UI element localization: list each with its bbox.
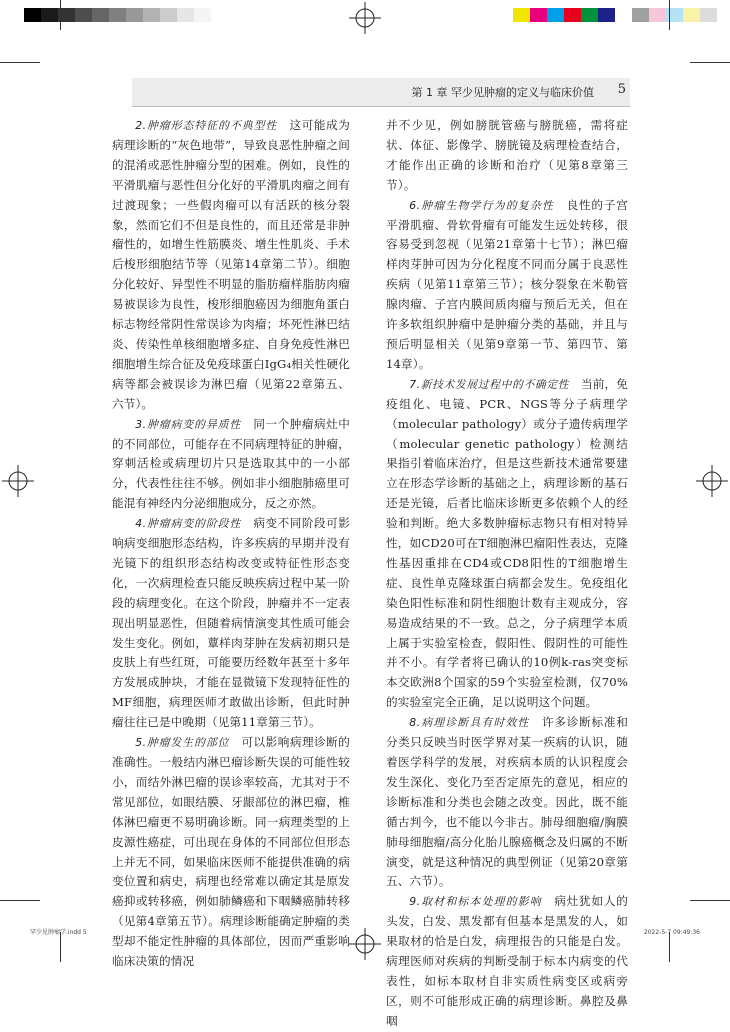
paragraph: [112, 733, 350, 972]
gray-swatch: [109, 8, 126, 22]
paragraph: [112, 116, 350, 415]
paragraph: [386, 196, 628, 375]
gray-swatch: [194, 8, 211, 22]
paragraph-heading: 7.新技术发展过程中的不确定性: [409, 377, 570, 391]
paragraph-heading: 5.肿瘤发生的部位: [135, 736, 230, 750]
color-swatch: [513, 8, 530, 22]
crop-mark: [0, 900, 40, 901]
registration-mark-right: [696, 465, 728, 497]
left-text-column: [112, 116, 350, 972]
color-swatch: [700, 8, 717, 22]
paragraph-text: 病变不同阶段可影响病变细胞形态结构，许多疾病的早期并没有光镜下的组织形态结构改变或特征性形态变化，一次病理检查只能反映疾病过程中某一阶段的病理变化。在这个阶段，肿瘤并不一定表现出明显恶性，但随着病情演变其性质可能会发生变化。例如，蕈样肉芽肿在发病初期只是皮肤上有些红斑，可能要历经数年甚至十多年方发展成肿块，才能在显微镜下发现特征性的MF细胞，病理医师才敢做出诊断，但此时肿瘤往往已是中晚期（见第11章第三节）。: [112, 516, 350, 730]
crop-mark: [669, 0, 670, 30]
paragraph: [386, 375, 628, 713]
color-swatch: [547, 8, 564, 22]
footer-file-name: 罕少见肿瘤学.indd 5: [30, 929, 87, 936]
gray-swatch: [177, 8, 194, 22]
running-header: [132, 78, 630, 107]
color-calibration-bar: [513, 8, 717, 22]
crop-mark: [690, 900, 730, 901]
paragraph-text: 病灶犹如人的头发，白发、黑发都有但基本是黑发的人，如果取材的恰是白发，病理报告的只能是白发。病理医师对疾病的判断受制于标本内病变的代表性，如标本取材自非实质性病变区或病旁区，则不可能形成正确的病理诊断。鼻腔及鼻咽: [386, 894, 628, 1028]
paragraph-continued: [386, 116, 628, 196]
paragraph-heading: 6.肿瘤生物学行为的复杂性: [409, 198, 555, 212]
color-swatch: [564, 8, 581, 22]
gray-swatch: [75, 8, 92, 22]
footer-timestamp: 2022-5-7 09:49:36: [643, 929, 700, 936]
gray-swatch: [160, 8, 177, 22]
paragraph-text: 可以影响病理诊断的准确性。一般结内淋巴瘤诊断失误的可能性较小，而结外淋巴瘤的误诊率较高，尤其对于不常见部位，如眼结膜、牙龈部位的淋巴瘤，椎体淋巴瘤更不易明确诊断。同一病理类型的上皮源性癌症，可出现在身体的不同部位但形态上并无不同，如果临床医师不能提供准确的病变位置和病史，病理也经常难以确定其是原发癌抑或转移癌，例如肺鳞癌和下咽鳞癌肺转移（见第4章第五节）。病理诊断能确定肿瘤的类型却不能定性肿瘤的具体部位，因而严重影响临床决策的情况: [112, 735, 350, 969]
grayscale-calibration-bar: [24, 8, 228, 22]
gray-swatch: [92, 8, 109, 22]
right-text-column: [386, 116, 628, 1032]
paragraph: [386, 892, 628, 1031]
chapter-title: 第 1 章 罕少见肿瘤的定义与临床价值: [411, 86, 594, 99]
paragraph: [112, 415, 350, 515]
color-swatch: [615, 8, 632, 22]
color-swatch: [581, 8, 598, 22]
crop-mark: [60, 932, 61, 962]
page-number: 5: [617, 82, 626, 97]
gray-swatch: [143, 8, 160, 22]
registration-mark-bottom: [349, 928, 381, 960]
gray-swatch: [41, 8, 58, 22]
crop-mark: [669, 932, 670, 962]
color-swatch: [649, 8, 666, 22]
paragraph-text: 这可能成为病理诊断的“灰色地带”，导致良恶性肿瘤之间的混淆或恶性肿瘤分型的困难。例如，良性的平滑肌瘤与恶性但分化好的平滑肌肉瘤之间有过渡现象；一些假肉瘤可以有活跃的核分裂象，然而它们不但是良性的，而且还常是非肿瘤性的，如增生性筋膜炎、增生性肌炎、手术后梭形细胞结节等（见第14章第二节）。细胞分化较好、异型性不明显的脂肪瘤样脂肪肉瘤易被误诊为良性，梭形细胞癌因为细胞角蛋白标志物经常阴性常误诊为肉瘤；坏死性淋巴结炎、传染性单核细胞增多症、自身免疫性淋巴细胞增生综合征及免疫球蛋白IgG₄相关性硬化病等都会被误诊为淋巴瘤（见第22章第五、六节）。: [112, 118, 350, 411]
paragraph-heading: 9.取材和标本处理的影响: [409, 895, 542, 909]
crop-mark: [60, 0, 61, 30]
paragraph-heading: 4.肿瘤病变的阶段性: [135, 517, 242, 531]
paragraph-text: 许多诊断标准和分类只反映当时医学界对某一疾病的认识，随着医学科学的发展，对疾病本质的认识程度会发生深化、变化乃至否定原先的意见，相应的诊断标准和分类也会随之改变。因此，既不能循古判今，也不能以今非古。肺母细胞瘤/胸膜肺母细胞瘤/高分化胎儿腺癌概念及归属的不断演变，就是这种情况的典型例证（见第20章第五、六节）。: [386, 715, 628, 889]
color-swatch: [683, 8, 700, 22]
paragraph-heading: 2.肿瘤形态特征的不典型性: [135, 119, 278, 132]
color-swatch: [598, 8, 615, 22]
gray-swatch: [126, 8, 143, 22]
gray-swatch: [211, 8, 228, 22]
paragraph-heading: 3.肿瘤病变的异质性: [135, 417, 242, 431]
paragraph-text: 良性的子宫平滑肌瘤、骨软骨瘤有可能发生远处转移，很容易受到忽视（见第21章第十七节）；淋巴瘤样肉芽肿可因为分化程度不同而分属于良恶性疾病（见第11章第三节）；核分裂象在米勒管腺肉瘤、子宫内膜间质肉瘤与预后无关，但在许多软组织肿瘤中是肿瘤分类的基础，并且与预后明显相关（见第9章第一节、第四节、第14章）。: [386, 197, 628, 371]
crop-mark: [690, 62, 730, 63]
paragraph-text: 并不少见，例如膀胱管癌与膀胱癌，需将症状、体征、影像学、膀胱镜及病理检查结合，才能作出正确的诊断和治疗（见第8章第三节）。: [386, 118, 628, 192]
paragraph-text: 当前，免疫组化、电镜、PCR、NGS等分子病理学（molecular pathology）或分子遗传病理学（molecular genetic pathology）检测结果指引着临床治疗，但是这些新技术通常要建立在形态学诊断的基础之上，病理诊断的基石还是光镜，后者比临床诊断更多依赖个人的经验和判断。绝大多数肿瘤标志物只有相对特异性，如CD20可在T细胞淋巴瘤阳性表达，克隆性基因重排在CD4或CD8阳性的T细胞增生症、良性单克隆球蛋白病都会发生。免疫组化染色阳性标准和阴性细胞计数有主观成分，容易造成结果的不一致。总之，分子病理学本质上属于实验室检查，假阳性、假阴性的可能性并不小。有学者将已确认的10例k-ras突变标本交欧洲8个国家的59个实验室检测，仅70%的实验室完全正确，足以说明这个问题。: [386, 376, 628, 710]
registration-mark-top: [349, 2, 381, 34]
paragraph-text: 同一个肿瘤病灶中的不同部位，可能存在不同病理特征的肿瘤，穿刺活检或病理切片只是选取其中的一小部分，代表性往往不够。例如非小细胞肺癌里可能混有神经内分泌细胞成分，反之亦然。: [112, 416, 350, 511]
color-swatch: [530, 8, 547, 22]
paragraph-heading: 8.病理诊断具有时效性: [409, 716, 530, 730]
paragraph: [386, 713, 628, 892]
gray-swatch: [24, 8, 41, 22]
crop-mark: [0, 62, 40, 63]
color-swatch: [632, 8, 649, 22]
paragraph: [112, 514, 350, 733]
registration-mark-left: [2, 465, 34, 497]
